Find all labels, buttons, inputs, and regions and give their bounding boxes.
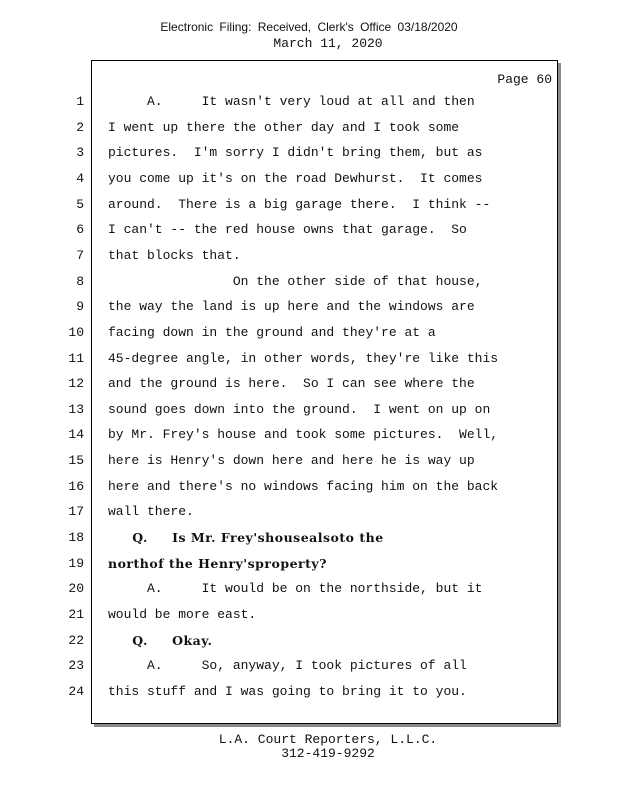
line-number: 3 xyxy=(76,145,84,161)
line-text: I can't -- the red house owns that garage. So xyxy=(108,222,467,238)
footer-phone: 312-419-9292 xyxy=(281,746,375,761)
transcript-line xyxy=(60,554,510,574)
line-text: wall there. xyxy=(108,504,194,520)
line-text: would be more east. xyxy=(108,607,257,622)
transcript-line xyxy=(60,605,510,625)
transcript-line xyxy=(60,451,510,471)
page-number: Page 60 xyxy=(497,72,552,87)
transcript-line xyxy=(60,374,510,394)
line-text: facing down in the ground and they're at a xyxy=(108,324,436,340)
transcript-line xyxy=(60,349,510,369)
line-number: 10 xyxy=(68,324,84,340)
line-number: 12 xyxy=(68,376,84,392)
transcript-line xyxy=(60,195,510,215)
line-text: Q. Is Mr. Frey'shousealsoto the xyxy=(108,530,384,546)
footer xyxy=(0,733,618,761)
transcript-line xyxy=(60,297,510,317)
line-text: A. It would be on the northside, but it xyxy=(108,581,483,597)
line-text: here and there's no windows facing him on the back xyxy=(108,478,499,494)
line-text: the way the land is up here and the windows are xyxy=(108,299,475,315)
transcript-line xyxy=(60,400,510,420)
line-text: I went up there the other day and I took some xyxy=(108,119,460,135)
transcript-line xyxy=(60,92,510,112)
line-number: 19 xyxy=(68,555,84,571)
transcript-line xyxy=(60,631,510,651)
transcript-line xyxy=(60,579,510,599)
transcript-date: March 11, 2020 xyxy=(273,36,383,51)
line-text: Q. Okay. xyxy=(108,632,213,648)
line-text: you come up it's on the road Dewhurst. It comes xyxy=(108,170,483,186)
line-text: northof the Henry'sproperty? xyxy=(108,555,327,571)
line-number: 9 xyxy=(76,299,84,315)
line-number: 11 xyxy=(68,350,84,366)
line-text: 45-degree angle, in other words, they're like this xyxy=(108,350,499,366)
transcript-line xyxy=(60,246,510,266)
line-number: 16 xyxy=(68,478,84,494)
line-number: 5 xyxy=(76,196,84,212)
line-text: here is Henry's down here and here he is way up xyxy=(108,453,475,469)
line-number: 1 xyxy=(76,94,84,109)
line-number: 18 xyxy=(68,530,84,546)
line-number: 24 xyxy=(68,683,84,699)
line-number: 15 xyxy=(68,453,84,469)
line-text: and the ground is here. So I can see where the xyxy=(108,376,475,392)
transcript-line xyxy=(60,528,510,548)
line-text: that blocks that. xyxy=(108,247,241,263)
line-number: 2 xyxy=(76,119,84,135)
line-number: 21 xyxy=(68,607,84,622)
line-number: 8 xyxy=(76,273,84,289)
line-text: around. There is a big garage there. I think -- xyxy=(108,196,491,212)
transcript-line xyxy=(60,118,510,138)
line-text: sound goes down into the ground. I went on up on xyxy=(108,401,491,417)
line-number: 13 xyxy=(68,401,84,417)
transcript-line xyxy=(60,477,510,497)
transcript-line xyxy=(60,682,510,702)
line-number: 6 xyxy=(76,222,84,238)
line-number: 4 xyxy=(76,170,84,186)
line-number: 7 xyxy=(76,247,84,263)
line-text: On the other side of that house, xyxy=(108,273,483,289)
transcript-line xyxy=(60,425,510,445)
transcript-line xyxy=(60,220,510,240)
transcript-line xyxy=(60,169,510,189)
line-number: 17 xyxy=(68,504,84,520)
footer-company: L.A. Court Reporters, L.L.C. xyxy=(218,732,438,747)
line-number: 22 xyxy=(68,632,84,648)
line-number: 23 xyxy=(68,658,84,674)
line-text: by Mr. Frey's house and took some pictures. Well, xyxy=(108,427,499,443)
line-number: 14 xyxy=(68,427,84,443)
line-text: pictures. I'm sorry I didn't bring them, but as xyxy=(108,145,483,161)
line-text: A. It wasn't very loud at all and then xyxy=(108,94,475,109)
line-text: this stuff and I was going to bring it to you. xyxy=(108,683,467,699)
line-number: 20 xyxy=(68,581,84,597)
transcript-line xyxy=(60,656,510,676)
transcript-line xyxy=(60,323,510,343)
transcript-line xyxy=(60,143,510,163)
line-text: A. So, anyway, I took pictures of all xyxy=(108,658,467,674)
filing-stamp: Electronic Filing: Received, Clerk's Office 03/18/2020 xyxy=(160,20,458,34)
transcript-line xyxy=(60,272,510,292)
transcript-line xyxy=(60,502,510,522)
